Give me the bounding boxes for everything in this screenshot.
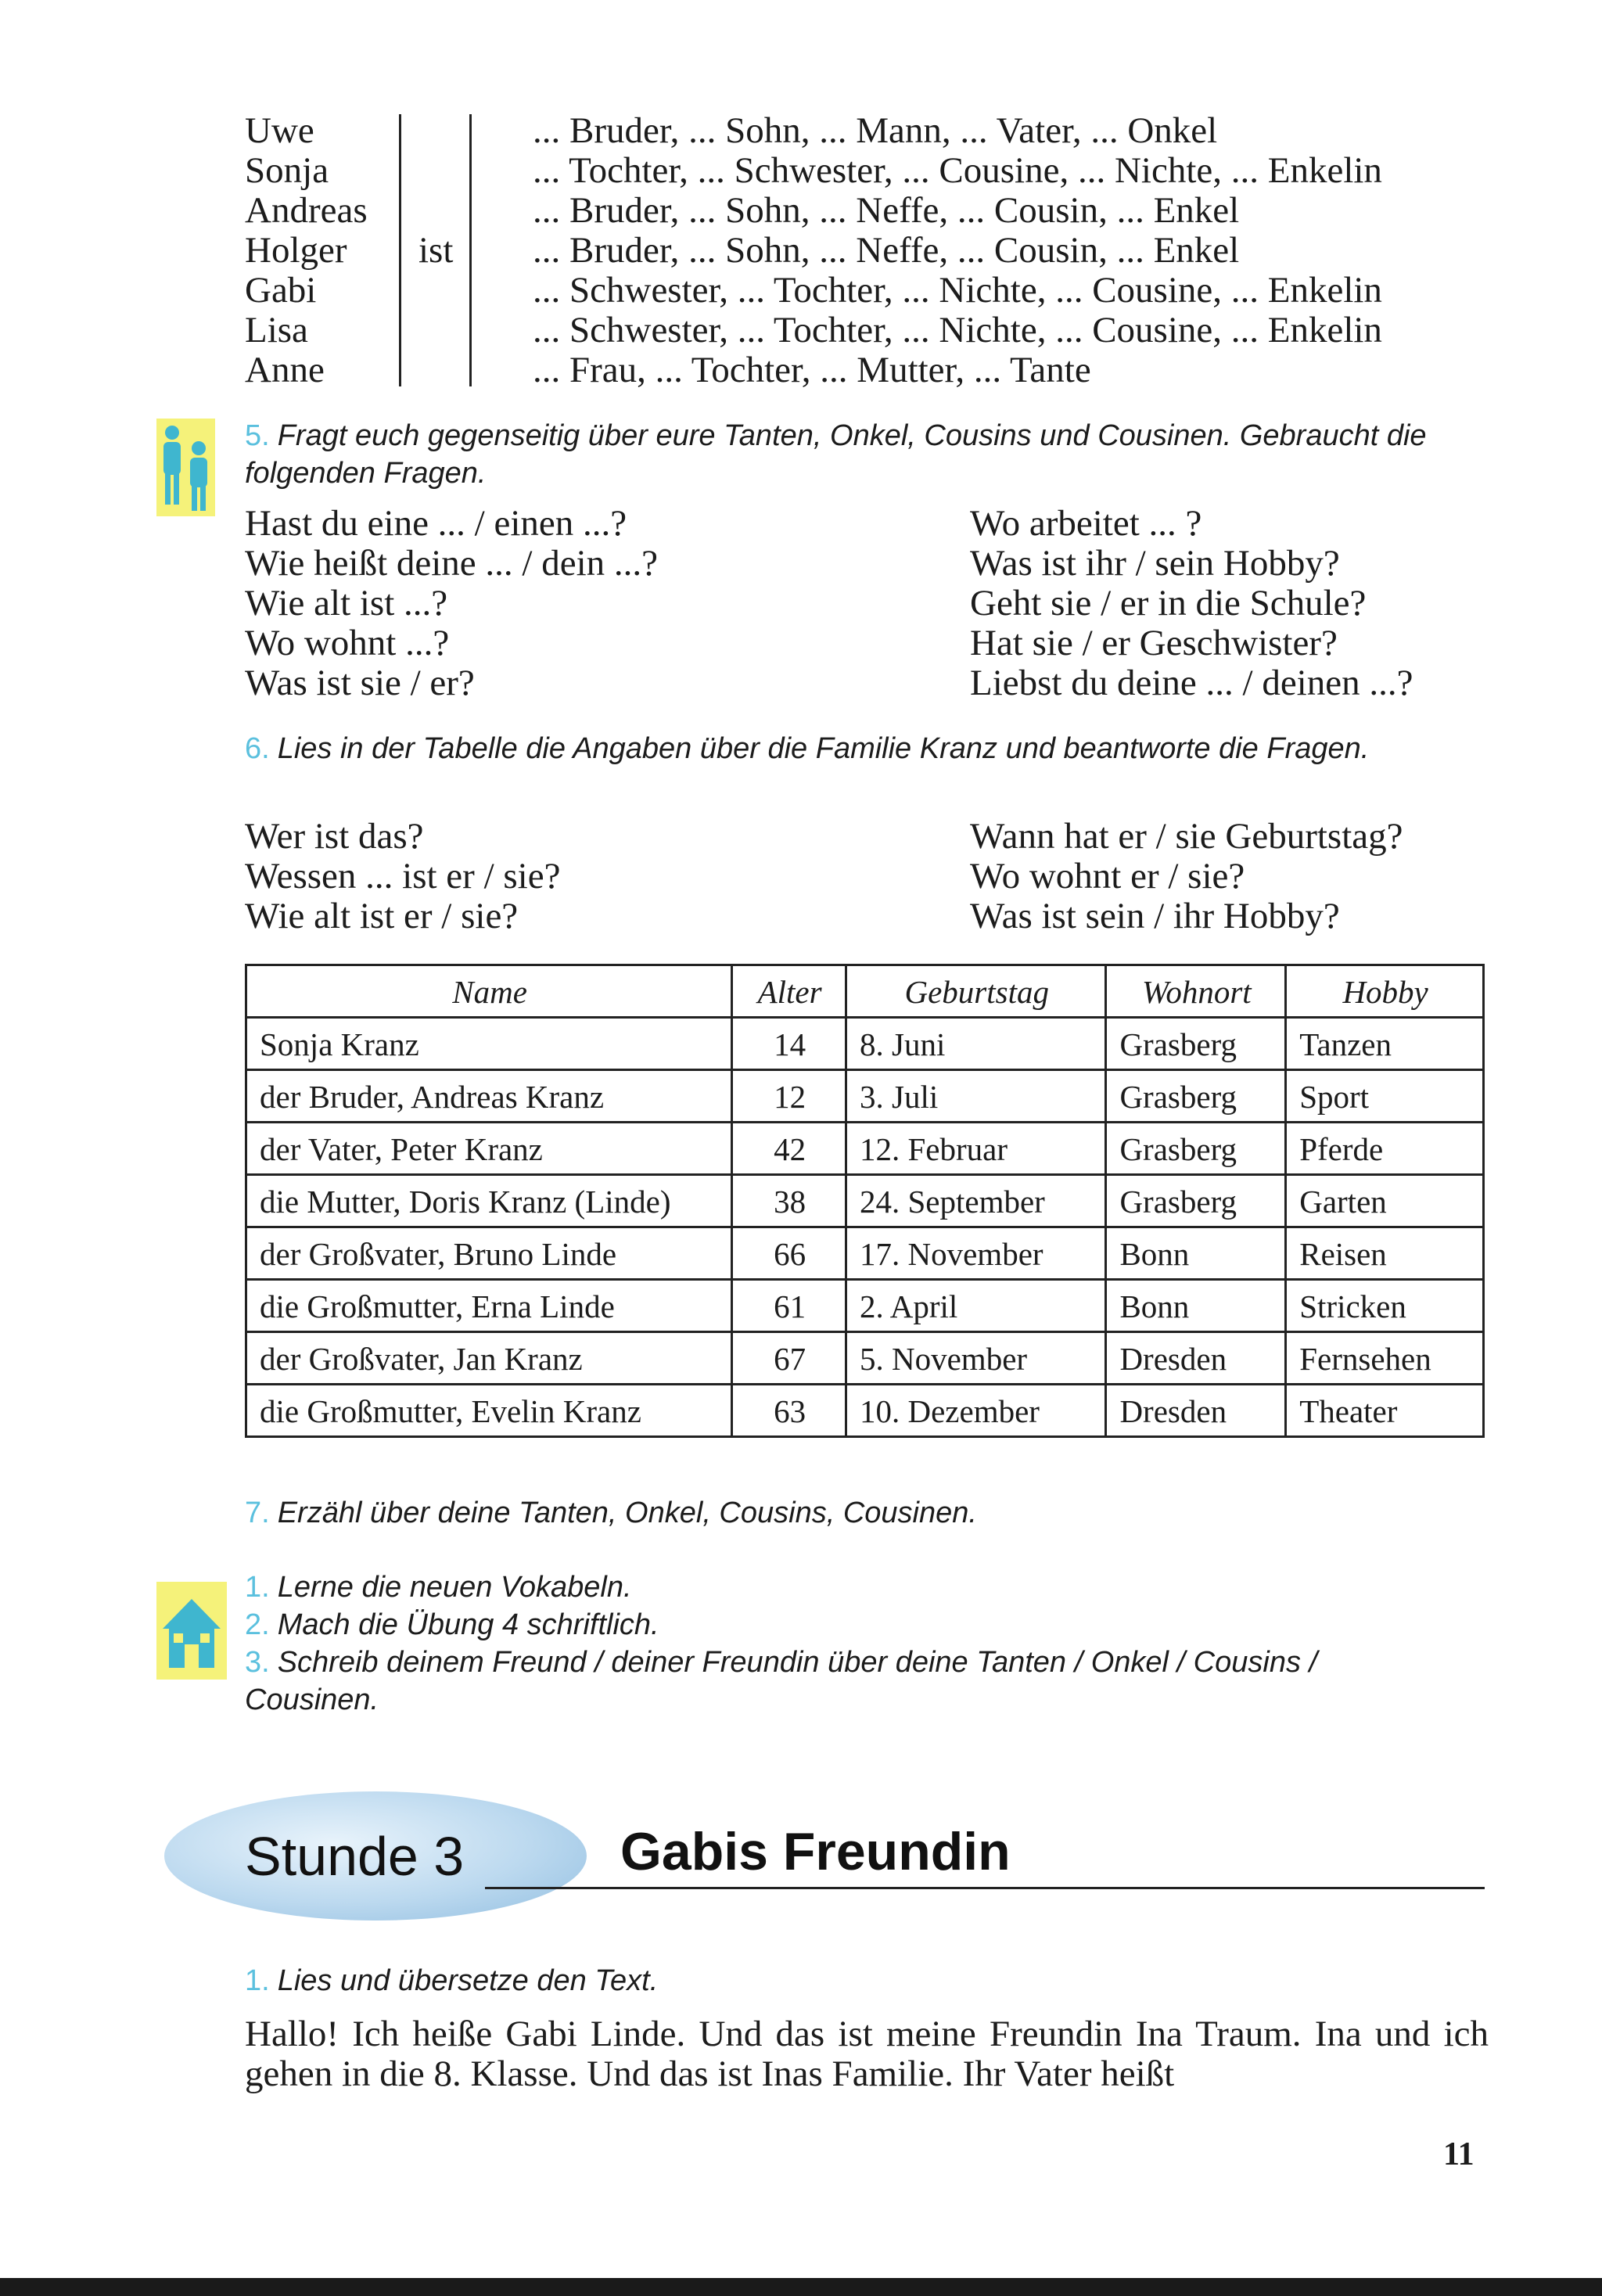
cell-geburtstag: 17. November — [846, 1227, 1106, 1280]
page-number: 11 — [1443, 2136, 1474, 2172]
cell-wohnort: Grasberg — [1106, 1175, 1286, 1227]
homework-list — [245, 1568, 1496, 1719]
pair-work-icon — [156, 419, 215, 516]
cell-geburtstag: 8. Juni — [846, 1018, 1106, 1070]
table-row — [246, 1227, 1484, 1280]
question: Hat sie / er Geschwister? — [970, 623, 1338, 663]
exercise-6-task — [245, 730, 1485, 767]
homework-house-icon — [156, 1582, 227, 1680]
cell-name: der Vater, Peter Kranz — [246, 1123, 732, 1175]
exercise-number: 5. — [245, 419, 270, 452]
name-item: Andreas — [245, 190, 368, 231]
cell-alter: 61 — [732, 1280, 846, 1332]
cell-alter: 42 — [732, 1123, 846, 1175]
exercise-number: 7. — [245, 1497, 270, 1529]
lesson-3-reading-text: Hallo! Ich heiße Gabi Linde. Und das ist meine Freundin Ina Traum. Ina und ich gehen in die 8. Klasse. Und das ist Inas Familie. Ihr Vater heißt — [245, 2014, 1489, 2094]
exercise-5-instruction: Fragt euch gegenseitig über eure Tanten, Onkel, Cousins und Cousinen. Gebraucht die folgenden Fragen. — [245, 419, 1427, 490]
table-row — [246, 1070, 1484, 1123]
cell-alter: 12 — [732, 1070, 846, 1123]
column-header-geburtstag: Geburtstag — [846, 965, 1106, 1018]
exercise-6-questions-right — [970, 817, 1403, 936]
cell-name: der Großvater, Bruno Linde — [246, 1227, 732, 1280]
cell-wohnort: Grasberg — [1106, 1018, 1286, 1070]
cell-wohnort: Dresden — [1106, 1385, 1286, 1437]
homework-text: Lerne die neuen Vokabeln. — [277, 1571, 632, 1604]
scan-bottom-edge — [0, 2278, 1602, 2296]
cell-alter: 38 — [732, 1175, 846, 1227]
word-line: ... Schwester, ... Tochter, ... Nichte, ... Cousine, ... Enkelin — [533, 270, 1382, 311]
table-row — [246, 1123, 1484, 1175]
exercise-7-instruction: Erzähl über deine Tanten, Onkel, Cousins, Cousinen. — [277, 1497, 977, 1529]
exercise-5-questions-left — [245, 504, 658, 703]
cell-wohnort: Dresden — [1106, 1332, 1286, 1385]
name-item: Anne — [245, 350, 325, 390]
cell-geburtstag: 3. Juli — [846, 1070, 1106, 1123]
exercise-6-questions-left — [245, 817, 560, 936]
exercise-4-word-table — [245, 111, 1496, 393]
cell-alter: 63 — [732, 1385, 846, 1437]
exercise-4-lines — [533, 111, 1382, 390]
cell-name: Sonja Kranz — [246, 1018, 732, 1070]
table-row — [246, 1385, 1484, 1437]
exercise-4-verb: ist — [418, 230, 454, 271]
question: Wessen ... ist er / sie? — [245, 856, 561, 896]
divider-line — [399, 114, 401, 386]
name-item: Lisa — [245, 310, 308, 350]
cell-geburtstag: 5. November — [846, 1332, 1106, 1385]
table-row — [246, 1332, 1484, 1385]
lesson-label: Stunde 3 — [245, 1826, 465, 1887]
cell-wohnort: Bonn — [1106, 1280, 1286, 1332]
column-header-wohnort: Wohnort — [1106, 965, 1286, 1018]
table-row — [246, 1280, 1484, 1332]
cell-geburtstag: 2. April — [846, 1280, 1106, 1332]
cell-wohnort: Bonn — [1106, 1227, 1286, 1280]
exercise-5-questions-right — [970, 504, 1413, 703]
exercise-4-names — [245, 111, 368, 390]
homework-number: 2. — [245, 1608, 270, 1641]
name-item: Gabi — [245, 270, 317, 311]
question: Wie alt ist ...? — [245, 583, 448, 623]
column-header-hobby: Hobby — [1286, 965, 1484, 1018]
question: Wie heißt deine ... / dein ...? — [245, 543, 658, 584]
cell-name: der Großvater, Jan Kranz — [246, 1332, 732, 1385]
question: Geht sie / er in die Schule? — [970, 583, 1367, 623]
table-row — [246, 1018, 1484, 1070]
cell-hobby: Garten — [1286, 1175, 1484, 1227]
exercise-6-instruction: Lies in der Tabelle die Angaben über die Familie Kranz und beantworte die Fragen. — [277, 732, 1370, 765]
question: Was ist ihr / sein Hobby? — [970, 543, 1340, 584]
cell-name: die Mutter, Doris Kranz (Linde) — [246, 1175, 732, 1227]
family-kranz-table — [245, 964, 1485, 1438]
word-line: ... Bruder, ... Sohn, ... Neffe, ... Cousin, ... Enkel — [533, 230, 1240, 271]
cell-hobby: Stricken — [1286, 1280, 1484, 1332]
question: Wo wohnt ...? — [245, 623, 450, 663]
lesson-3-instruction: Lies und übersetze den Text. — [277, 1964, 659, 1997]
cell-alter: 14 — [732, 1018, 846, 1070]
word-line: ... Schwester, ... Tochter, ... Nichte, ... Cousine, ... Enkelin — [533, 310, 1382, 350]
word-line: ... Tochter, ... Schwester, ... Cousine, ... Nichte, ... Enkelin — [533, 150, 1382, 191]
table-header-row — [246, 965, 1484, 1018]
cell-name: die Großmutter, Erna Linde — [246, 1280, 732, 1332]
exercise-number: 6. — [245, 732, 270, 765]
cell-name: die Großmutter, Evelin Kranz — [246, 1385, 732, 1437]
name-item: Holger — [245, 230, 347, 271]
cell-geburtstag: 10. Dezember — [846, 1385, 1106, 1437]
homework-item — [245, 1606, 1496, 1644]
cell-geburtstag: 24. September — [846, 1175, 1106, 1227]
homework-text: Schreib deinem Freund / deiner Freundin über deine Tanten / Onkel / Cousins / — [277, 1646, 1318, 1679]
column-header-name: Name — [246, 965, 732, 1018]
homework-item — [245, 1568, 1496, 1606]
cell-geburtstag: 12. Februar — [846, 1123, 1106, 1175]
question: Wo arbeitet ... ? — [970, 503, 1202, 544]
question: Wie alt ist er / sie? — [245, 896, 519, 936]
homework-number: 1. — [245, 1571, 270, 1604]
lesson-3-exercise-1-task — [245, 1962, 658, 2000]
name-item: Sonja — [245, 150, 329, 191]
cell-name: der Bruder, Andreas Kranz — [246, 1070, 732, 1123]
homework-item — [245, 1644, 1496, 1681]
word-line: ... Bruder, ... Sohn, ... Mann, ... Vater, ... Onkel — [533, 110, 1218, 151]
homework-item-continuation: Cousinen. — [245, 1683, 379, 1716]
homework-text: Mach die Übung 4 schriftlich. — [277, 1608, 659, 1641]
cell-hobby: Fernsehen — [1286, 1332, 1484, 1385]
cell-hobby: Pferde — [1286, 1123, 1484, 1175]
question: Wer ist das? — [245, 816, 424, 857]
cell-alter: 66 — [732, 1227, 846, 1280]
divider-line — [469, 114, 472, 386]
word-line: ... Frau, ... Tochter, ... Mutter, ... Tante — [533, 350, 1091, 390]
cell-hobby: Tanzen — [1286, 1018, 1484, 1070]
exercise-5-task — [245, 417, 1485, 492]
cell-wohnort: Grasberg — [1106, 1070, 1286, 1123]
table-row — [246, 1175, 1484, 1227]
cell-wohnort: Grasberg — [1106, 1123, 1286, 1175]
question: Wo wohnt er / sie? — [970, 856, 1245, 896]
question: Was ist sie / er? — [245, 663, 475, 703]
question: Was ist sein / ihr Hobby? — [970, 896, 1340, 936]
cell-hobby: Reisen — [1286, 1227, 1484, 1280]
question: Liebst du deine ... / deinen ...? — [970, 663, 1413, 703]
cell-alter: 67 — [732, 1332, 846, 1385]
column-header-alter: Alter — [732, 965, 846, 1018]
exercise-7-task — [245, 1494, 977, 1532]
cell-hobby: Theater — [1286, 1385, 1484, 1437]
question: Wann hat er / sie Geburtstag? — [970, 816, 1403, 857]
question: Hast du eine ... / einen ...? — [245, 503, 627, 544]
lesson-title: Gabis Freundin — [620, 1822, 1011, 1881]
cell-hobby: Sport — [1286, 1070, 1484, 1123]
exercise-number: 1. — [245, 1964, 270, 1997]
word-line: ... Bruder, ... Sohn, ... Neffe, ... Cousin, ... Enkel — [533, 190, 1240, 231]
name-item: Uwe — [245, 110, 314, 151]
title-underline — [485, 1887, 1485, 1889]
homework-number: 3. — [245, 1646, 270, 1679]
